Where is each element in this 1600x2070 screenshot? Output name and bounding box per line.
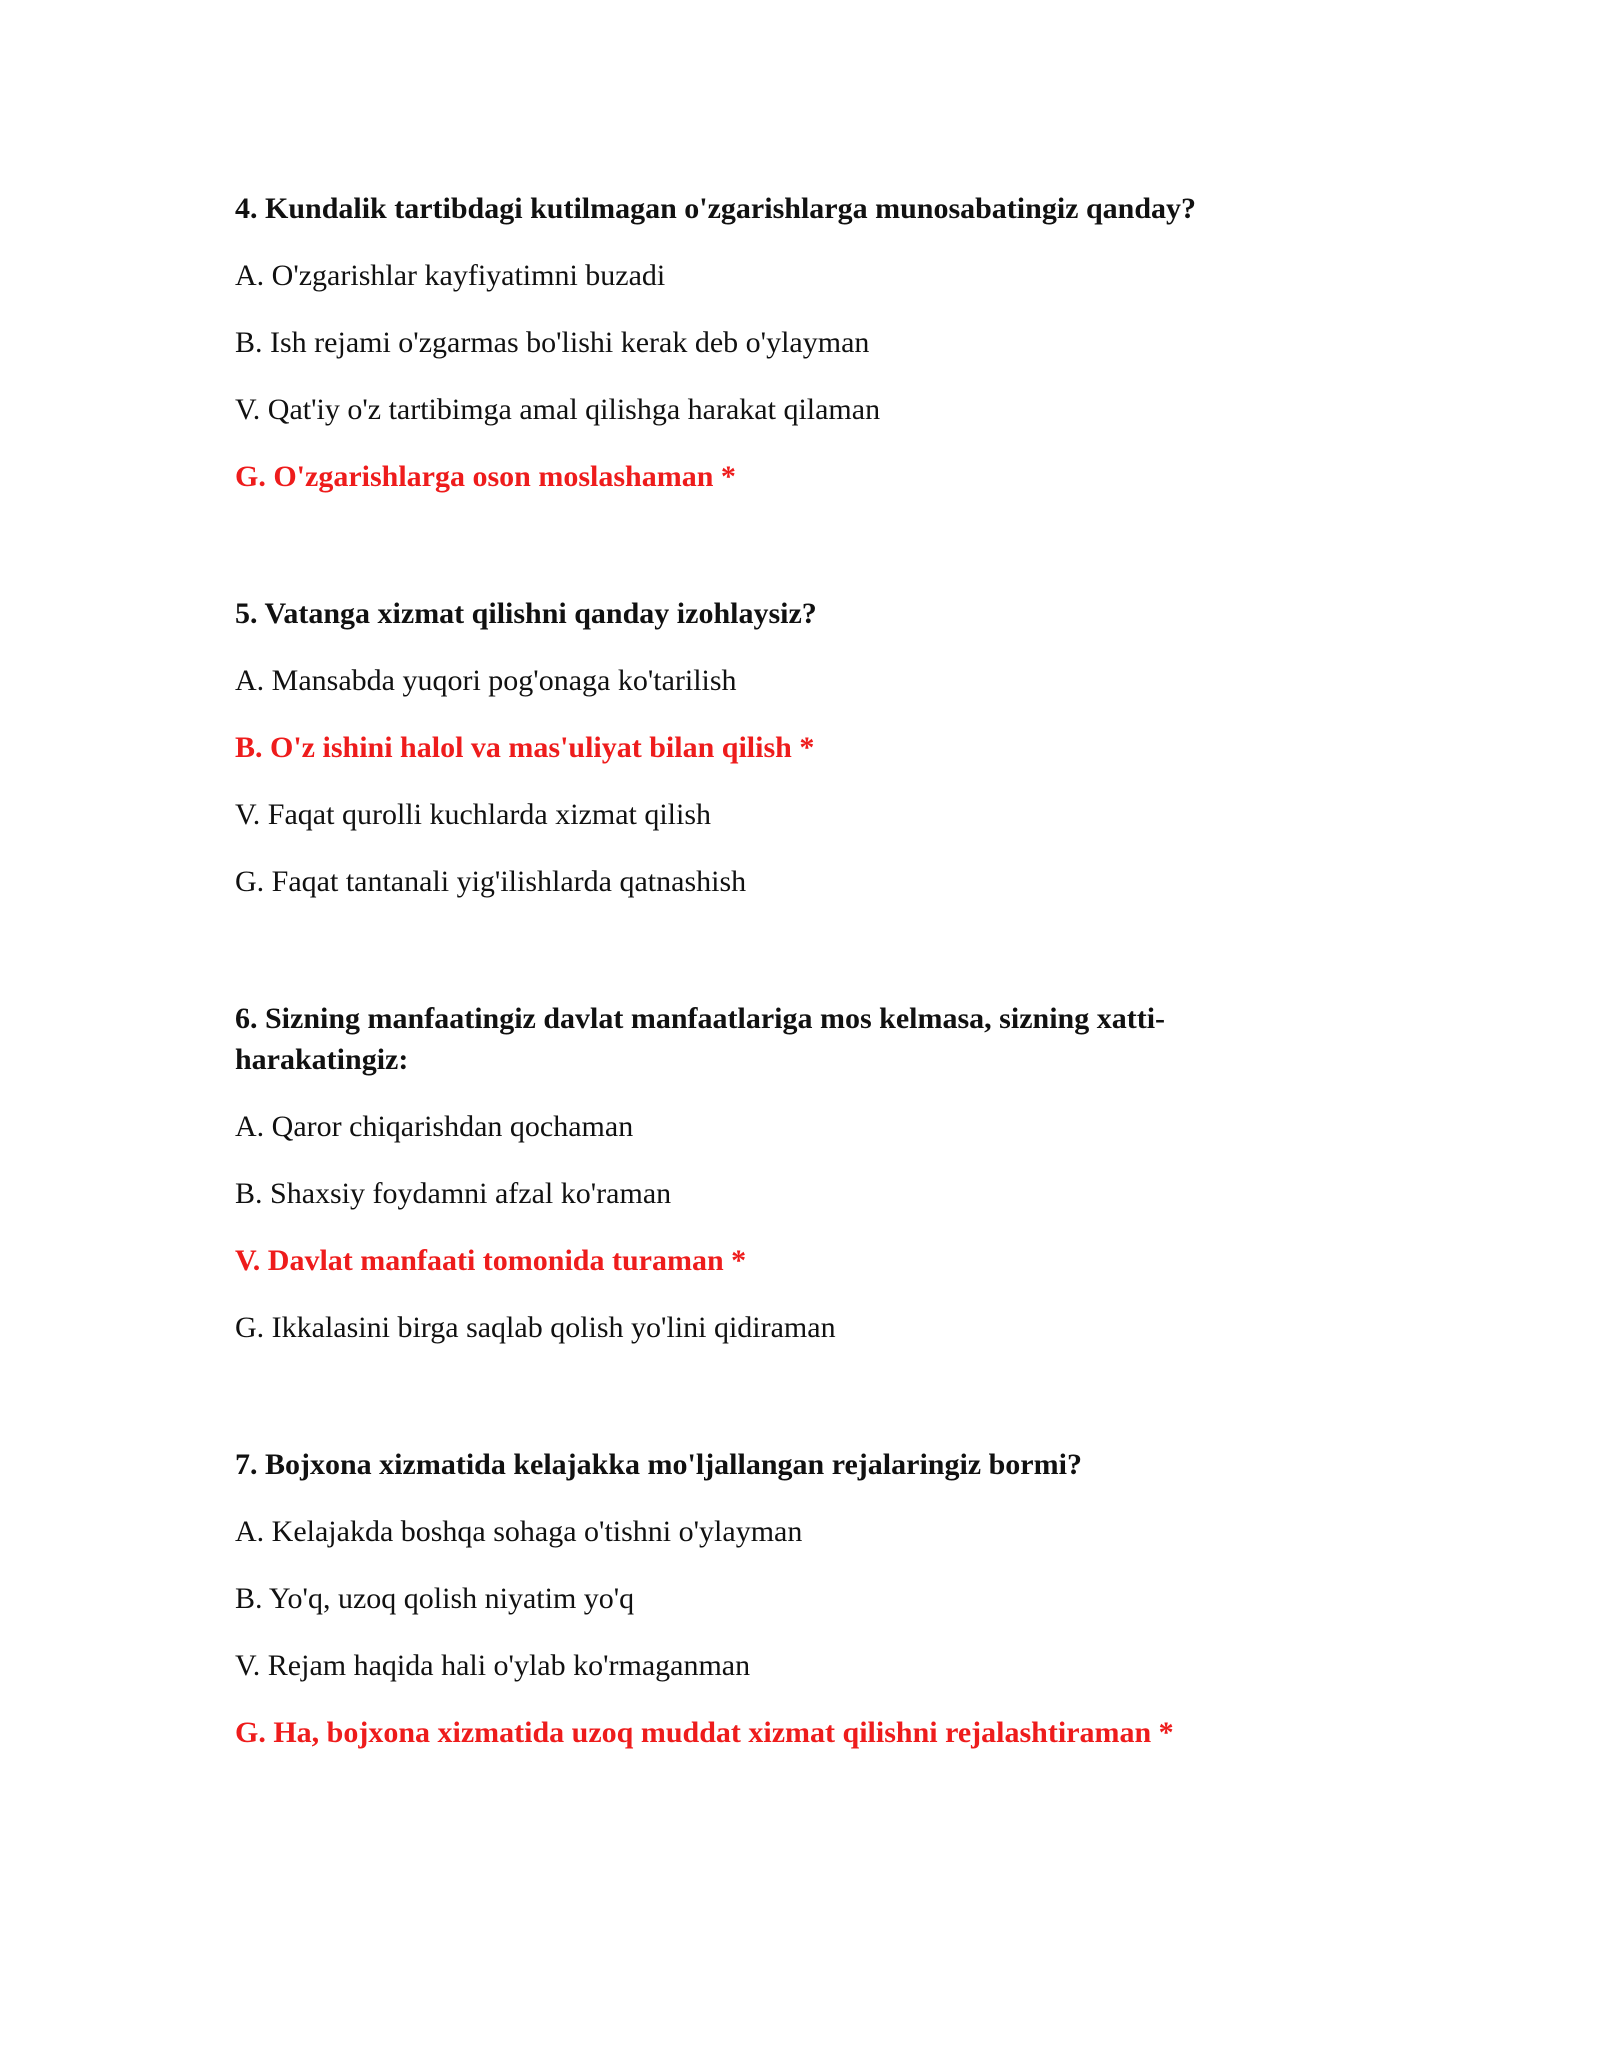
question-title: 4. Kundalik tartibdagi kutilmagan o'zgarishlarga munosabatingiz qanday?: [235, 192, 1197, 225]
question-title: 5. Vatanga xizmat qilishni qanday izohlaysiz?: [235, 597, 817, 630]
option-g-correct: G. O'zgarishlarga oson moslashaman *: [235, 460, 736, 493]
option-g: G. Ikkalasini birga saqlab qolish yo'lini qidiraman: [235, 1311, 836, 1344]
option-b: B. Ish rejami o'zgarmas bo'lishi kerak deb o'ylayman: [235, 326, 870, 359]
option-v: V. Rejam haqida hali o'ylab ko'rmaganman: [235, 1649, 751, 1682]
option-b: B. Shaxsiy foydamni afzal ko'raman: [235, 1177, 672, 1210]
option-a: A. O'zgarishlar kayfiyatimni buzadi: [235, 259, 666, 292]
question-6: [235, 998, 1415, 1348]
option-a: A. Qaror chiqarishdan qochaman: [235, 1110, 634, 1143]
option-g-correct: G. Ha, bojxona xizmatida uzoq muddat xizmat qilishni rejalashtiraman *: [235, 1716, 1174, 1749]
option-a: A. Mansabda yuqori pog'onaga ko'tarilish: [235, 664, 737, 697]
question-5: [235, 593, 1415, 902]
option-b-correct: B. O'z ishini halol va mas'uliyat bilan qilish *: [235, 731, 815, 764]
option-a: A. Kelajakda boshqa sohaga o'tishni o'ylayman: [235, 1515, 803, 1548]
document-page: [235, 188, 1415, 1753]
question-4: [235, 188, 1415, 497]
option-v: V. Qat'iy o'z tartibimga amal qilishga harakat qilaman: [235, 393, 881, 426]
question-title: 7. Bojxona xizmatida kelajakka mo'ljallangan rejalaringiz bormi?: [235, 1448, 1082, 1481]
option-v: V. Faqat qurolli kuchlarda xizmat qilish: [235, 798, 712, 831]
option-v-correct: V. Davlat manfaati tomonida turaman *: [235, 1244, 747, 1277]
option-b: B. Yo'q, uzoq qolish niyatim yo'q: [235, 1582, 635, 1615]
option-g: G. Faqat tantanali yig'ilishlarda qatnashish: [235, 865, 747, 898]
question-title: 6. Sizning manfaatingiz davlat manfaatlariga mos kelmasa, sizning xatti-harakatingiz:: [235, 1002, 1166, 1076]
question-7: [235, 1444, 1415, 1753]
